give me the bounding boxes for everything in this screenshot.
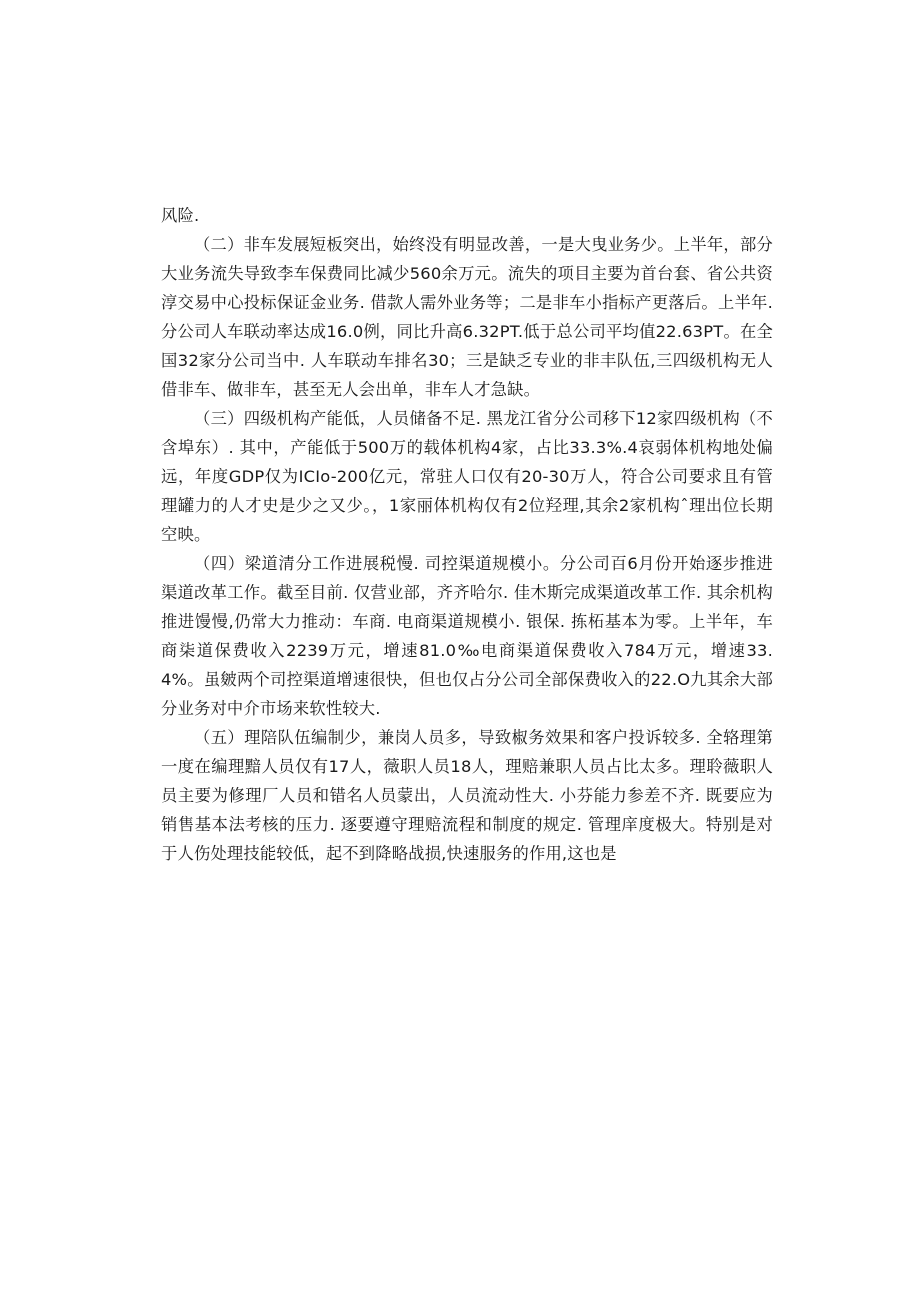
paragraph-fourth-level-institutions: （三）四级机构产能低，人员储备不足. 黑龙江省分公司移下12家四级机构（不含埠东）. 其中，产能低于500万的载体机构4家，占比33.3%.4哀弱体机构地处偏远，年度GDP仅为ICIo-200亿元，常驻人口仅有20-30万人，符合公司要求且有管理罐力的人才史是少之又少。，1家丽体机构仅有2位羟理,其余2家机构ˆ理出位长期空映。 bbox=[161, 409, 773, 544]
paragraph-claims-team: （五）理陪队伍编制少，兼岗人员多，导致椒务效果和客户投诉较多. 全辂理第一度在编理黯人员仅有17人，薇职人员18人，理赔兼职人员占比太多。理聆薇职人员主要为修理厂人员和错名人员蒙出，人员流动性大. 小芬能力参差不齐. 既要应为销售基本法考核的压力. 逐要遵守理赔流程和制度的规定. 管理庠度极大。特别是对于人伤处理技能较低，起不到降略战损,快速服务的作用,这也是 bbox=[161, 728, 773, 863]
paragraph-non-auto-weakness: （二）非车发展短板突出，始终没有明显改善，一是大曳业务少。上半年，部分大业务流失导致李车保费同比减少560余万元。流失的项目主要为首台套、省公共资淳交易中心投标保证金业务. 借款人需外业务等；二是非车小指标产更落后。上半年. 分公司人车联动率达成16.0例，同比升高6.32PT.低于总公司平均值22.63PT。在全国32家分公司当中. 人车联动车排名30；三是缺乏专业的非丰队伍,三四级机构无人借非车、做非车，甚至无人会出单，非车人才急缺。 bbox=[161, 235, 773, 399]
document-body bbox=[161, 201, 773, 868]
paragraph-channel-reform: （四）梁道清分工作进展税慢. 司控渠道规模小。分公司百6月份开始逐步推进渠道改革工作。截至目前. 仅营业部，齐齐哈尔. 佳木斯完成渠道改革工作. 其余机构推进馒慢,仍常大力推动：车商. 电商渠道规模小. 银保. 拣柘基本为零。上半年，车商柒道保费收入2239万元，增速81.0‰电商渠道保费收入784万元，增速33.4%。虽皴两个司控渠道增速很快，但也仅占分公司全部保费收入的22.O九其余大部分业务对中介市场来软性较大. bbox=[161, 554, 773, 718]
paragraph-continuation: 风险. bbox=[161, 206, 200, 225]
